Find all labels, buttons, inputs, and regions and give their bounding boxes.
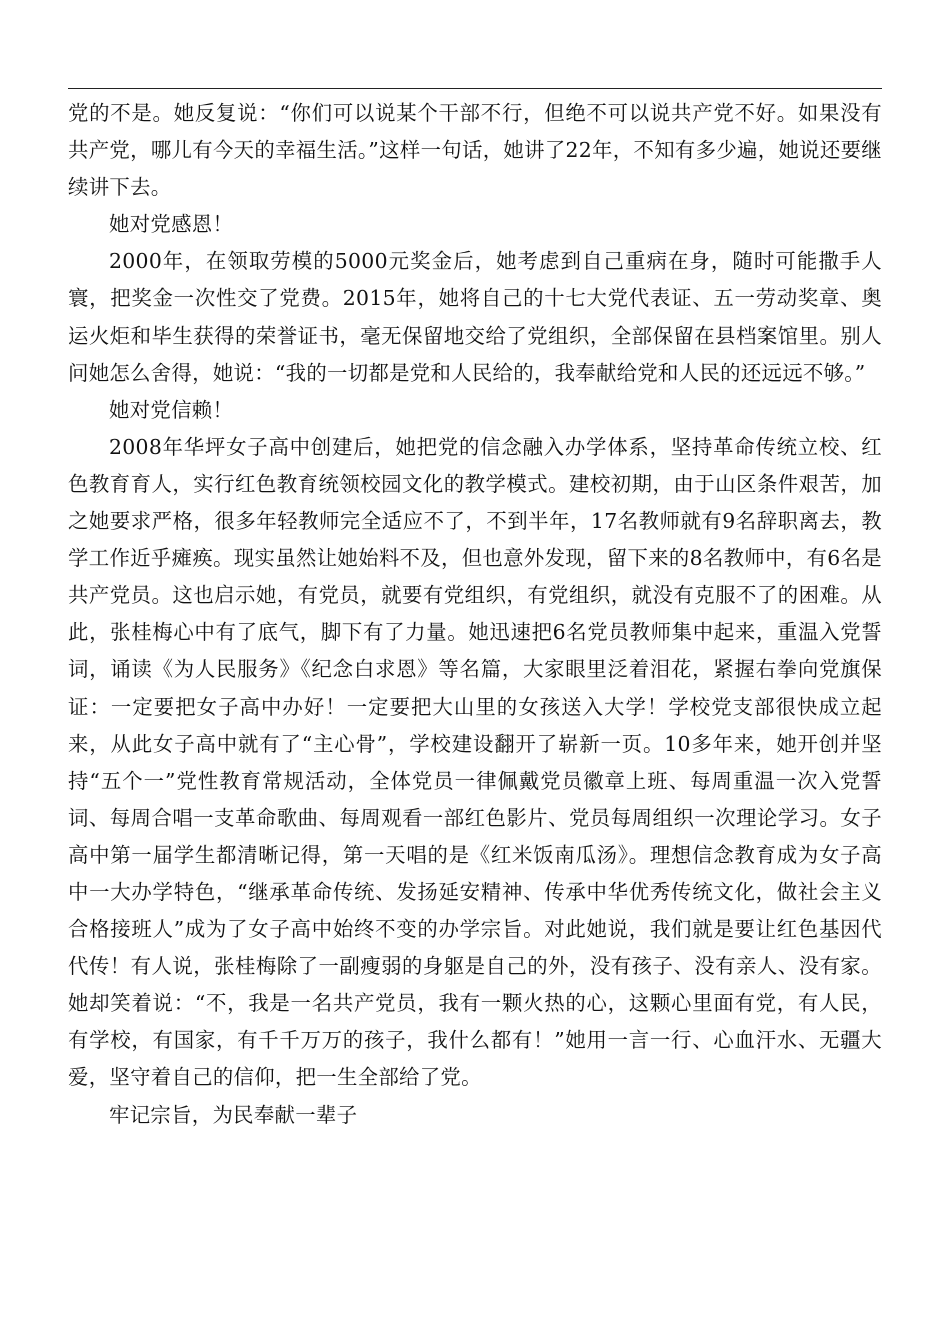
paragraph-heading-trust: 她对党信赖！ — [109, 397, 234, 422]
section-heading: 牢记宗旨，为民奉献一辈子 — [109, 1102, 358, 1127]
paragraph-heading-gratitude: 她对党感恩！ — [109, 212, 234, 237]
paragraph-school-story: 2008年华坪女子高中创建后，她把党的信念融入办学体系，坚持革命传统立校、红色教育育人，实行红色教育统领校园文化的教学模式。建校初期，由于山区条件艰苦，加之她要求严格，很多年轻教师完全适应不了，不到半年，17名教师就有9名辞职离去，教学工作近乎瘫痪。现实虽然让她始料不及，但也意外发现，留下来的8名教师中，有6名是共产党员。这也启示她，有党员，就要有党组织，有党组织，就没有克服不了的困难。从此，张桂梅心中有了底气，脚下有了力量。她迅速把6名党员教师集中起来，重温入党誓词，诵读《为人民服务》《纪念白求恩》等名篇，大家眼里泛着泪花，紧握右拳向党旗保证：一定要把女子高中办好！一定要把大山里的女孩送入大学！学校党支部很快成立起来，从此女子高中就有了“主心骨”，学校建设翻开了崭新一页。10多年来，她开创并坚持“五个一”党性教育常规活动，全体党员一律佩戴党员徽章上班、每周重温一次入党誓词、每周合唱一支革命歌曲、每周观看一部红色影片、党员每周组织一次理论学习。女子高中第一届学生都清晰记得，第一天唱的是《红米饭南瓜汤》。理想信念教育成为女子高中一大办学特色，“继承革命传统、发扬延安精神、传承中华优秀传统文化，做社会主义合格接班人”成为了女子高中始终不变的办学宗旨。对此她说，我们就是要让红色基因代代传！有人说，张桂梅除了一副瘦弱的身躯是自己的外，没有孩子、没有亲人、没有家。她却笑着说：“不，我是一名共产党员，我有一颗火热的心，这颗心里面有党，有人民，有学校，有国家，有千千万万的孩子，我什么都有！”她用一言一行、心血汗水、无疆大爱，坚守着自己的信仰，把一生全部给了党。 — [68, 434, 882, 1090]
paragraph-donation: 2000年，在领取劳模的5000元奖金后，她考虑到自己重病在身，随时可能撒手人寰，把奖金一次性交了党费。2015年，她将自己的十七大党代表证、五一劳动奖章、奥运火炬和毕生获得的荣誉证书，毫无保留地交给了党组织，全部保留在县档案馆里。别人问她怎么舍得，她说：“我的一切都是党和人民给的，我奉献给党和人民的还远远不够。” — [68, 249, 882, 385]
header-rule — [68, 88, 882, 89]
paragraph-opening-quote: 党的不是。她反复说：“你们可以说某个干部不行，但绝不可以说共产党不好。如果没有共产党，哪儿有今天的幸福生活。”这样一句话，她讲了22年，不知有多少遍，她说还要继续讲下去。 — [68, 101, 882, 200]
document-body — [68, 95, 882, 1134]
